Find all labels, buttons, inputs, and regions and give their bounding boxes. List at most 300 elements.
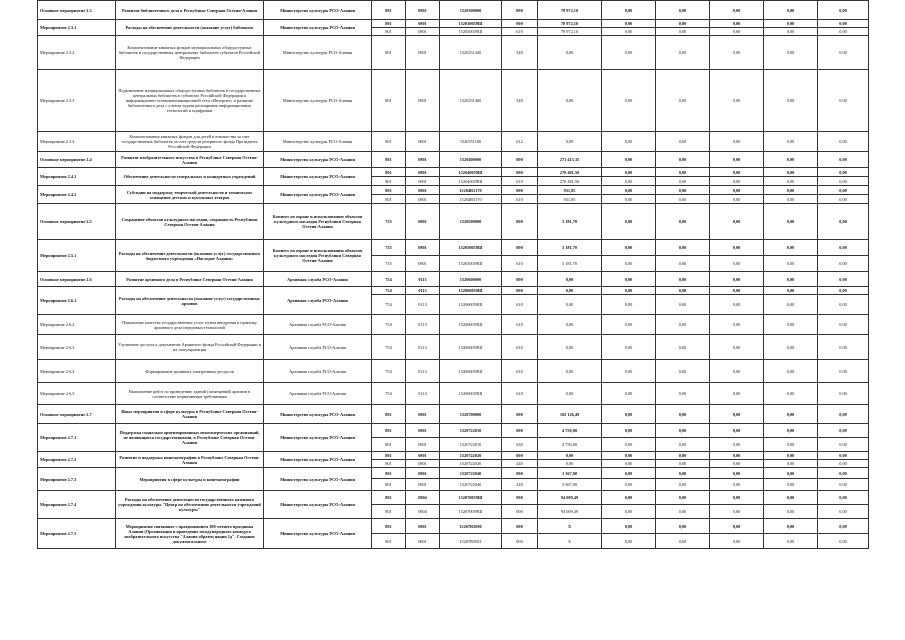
grbs-code-cell: 754: [372, 272, 406, 287]
table-row: [38, 491, 869, 505]
description-cell: Развитие библиотечного дела в Республике Северная Осетия-Алания: [116, 1, 264, 20]
year-1-cell: 0,00: [602, 186, 656, 195]
grbs-code-cell: 801: [372, 405, 406, 424]
grbs-code-cell: 754: [372, 295, 406, 315]
responsible-cell: Архивная служба РСО-Алания: [264, 287, 372, 315]
amount-cell: 0,00: [538, 315, 602, 335]
responsible-cell: Министерство культуры РСО-Алания: [264, 20, 372, 36]
amount-cell: 0,00: [538, 452, 602, 460]
responsible-cell: Архивная служба РСО-Алания: [264, 335, 372, 360]
year-3-cell: 0,00: [710, 28, 764, 36]
description-cell: Расходы на обеспечение деятельности (оказание услуг) государственных архивов: [116, 287, 264, 315]
item-name-cell: Основное мероприятие 2.4: [38, 152, 116, 168]
grbs-code-cell: 735: [372, 256, 406, 272]
year-1-cell: 0,00: [602, 360, 656, 383]
year-2-cell: 0,00: [656, 505, 710, 519]
year-2-cell: 0,00: [656, 28, 710, 36]
year-3-cell: 0,00: [710, 168, 764, 177]
responsible-cell: Министерство культуры РСО-Алания: [264, 36, 372, 70]
year-2-cell: 0,00: [656, 177, 710, 186]
year-2-cell: 0,00: [656, 405, 710, 424]
year-1-cell: 0,00: [602, 168, 656, 177]
year-3-cell: 0,00: [710, 204, 764, 240]
table-row: [38, 1, 869, 20]
table-row: [38, 519, 869, 534]
year-1-cell: 0,00: [602, 152, 656, 168]
grbs-code-cell: 801: [372, 424, 406, 438]
expense-type-cell: 000: [502, 287, 538, 295]
item-name-cell: Мероприятие 2.6.3: [38, 335, 116, 360]
item-name-cell: Мероприятие 2.3.4: [38, 132, 116, 152]
year-4-cell: 0,00: [764, 240, 818, 256]
year-1-cell: 0,00: [602, 534, 656, 549]
year-3-cell: 0,00: [710, 240, 764, 256]
grbs-code-cell: 801: [372, 519, 406, 534]
year-5-cell: 0,00: [818, 335, 869, 360]
description-cell: Подключение муниципальных общедоступных библиотек и государственных центральных библиотек в субъектах Российской Федерации к информационно-телекоммуникационной сети «Интернет» и развитие библиотечного дела с учетом задачи расширения информационных технологий и оцифровки: [116, 70, 264, 132]
year-5-cell: 0,00: [818, 452, 869, 460]
amount-cell: 0,00: [538, 287, 602, 295]
year-1-cell: 0,00: [602, 315, 656, 335]
description-cell: Формирование архивных электронных ресурсов: [116, 360, 264, 383]
year-5-cell: 0,00: [818, 195, 869, 204]
item-name-cell: Мероприятие 2.3.1: [38, 20, 116, 36]
amount-cell: 270 481,50: [538, 177, 602, 186]
year-2-cell: 0,00: [656, 479, 710, 491]
section-code-cell: 0801: [406, 36, 440, 70]
target-article-cell: 1520351180: [440, 132, 502, 152]
year-3-cell: 0,00: [710, 152, 764, 168]
table-row: [38, 186, 869, 195]
year-5-cell: 0,00: [818, 519, 869, 534]
year-4-cell: 0,00: [764, 195, 818, 204]
section-code-cell: 0801: [406, 28, 440, 36]
year-2-cell: 0,00: [656, 438, 710, 452]
responsible-cell: Министерство культуры РСО-Алания: [264, 152, 372, 168]
year-2-cell: 0,00: [656, 152, 710, 168]
item-name-cell: Мероприятие 2.7.4: [38, 491, 116, 519]
year-1-cell: 0,00: [602, 28, 656, 36]
amount-cell: 3 367,00: [538, 468, 602, 479]
section-code-cell: 0801: [406, 204, 440, 240]
year-4-cell: 0,00: [764, 20, 818, 28]
year-5-cell: 0,00: [818, 295, 869, 315]
year-2-cell: 0,00: [656, 168, 710, 177]
year-3-cell: 0,00: [710, 256, 764, 272]
item-name-cell: Мероприятие 2.7.2: [38, 452, 116, 468]
expense-type-cell: 000: [502, 491, 538, 505]
grbs-code-cell: 801: [372, 1, 406, 20]
grbs-code-cell: 801: [372, 195, 406, 204]
amount-cell: 0,00: [538, 272, 602, 287]
year-3-cell: 0,00: [710, 20, 764, 28]
table-row: [38, 315, 869, 335]
year-1-cell: 0,00: [602, 195, 656, 204]
year-4-cell: 0,00: [764, 335, 818, 360]
year-2-cell: 0,00: [656, 70, 710, 132]
year-2-cell: 0,00: [656, 256, 710, 272]
year-1-cell: 0,00: [602, 132, 656, 152]
grbs-code-cell: 754: [372, 383, 406, 405]
year-5-cell: 0,00: [818, 256, 869, 272]
expense-type-cell: 610: [502, 177, 538, 186]
table-row: [38, 424, 869, 438]
year-5-cell: 0,00: [818, 204, 869, 240]
year-5-cell: 0,00: [818, 360, 869, 383]
year-3-cell: 0,00: [710, 460, 764, 468]
year-3-cell: 0,00: [710, 360, 764, 383]
year-1-cell: 0,00: [602, 240, 656, 256]
year-1-cell: 0,00: [602, 438, 656, 452]
table-row: [38, 383, 869, 405]
year-1-cell: 0,00: [602, 204, 656, 240]
item-name-cell: Основное мероприятие 2.6: [38, 272, 116, 287]
expense-type-cell: 610: [502, 256, 538, 272]
grbs-code-cell: 801: [372, 186, 406, 195]
description-cell: Субсидии на поддержку творческой деятельности и техническое оснащение детских и кукольных театров: [116, 186, 264, 204]
year-3-cell: 0,00: [710, 505, 764, 519]
section-code-cell: 0113: [406, 383, 440, 405]
target-article-cell: 152050059Ш: [440, 240, 502, 256]
amount-cell: 102 126,49: [538, 405, 602, 424]
section-code-cell: 0801: [406, 479, 440, 491]
item-name-cell: Основное мероприятие 2.7: [38, 405, 116, 424]
expense-type-cell: 000: [502, 168, 538, 177]
target-article-cell: 1520400000: [440, 152, 502, 168]
year-4-cell: 0,00: [764, 505, 818, 519]
year-5-cell: 0,00: [818, 491, 869, 505]
target-article-cell: 1520722020: [440, 452, 502, 460]
year-1-cell: 0,00: [602, 519, 656, 534]
target-article-cell: 1520722040: [440, 479, 502, 491]
year-5-cell: 0,00: [818, 534, 869, 549]
year-4-cell: 0,00: [764, 152, 818, 168]
year-5-cell: 0,00: [818, 168, 869, 177]
year-1-cell: 0,00: [602, 36, 656, 70]
year-2-cell: 0,00: [656, 295, 710, 315]
grbs-code-cell: 754: [372, 287, 406, 295]
target-article-cell: 1520700000: [440, 405, 502, 424]
table-row: [38, 272, 869, 287]
section-code-cell: 0801: [406, 519, 440, 534]
item-name-cell: Мероприятие 2.4.1: [38, 168, 116, 186]
grbs-code-cell: 801: [372, 460, 406, 468]
amount-cell: 3 367,00: [538, 479, 602, 491]
year-2-cell: 0,00: [656, 195, 710, 204]
year-2-cell: 0,00: [656, 132, 710, 152]
responsible-cell: Архивная служба РСО-Алания: [264, 360, 372, 383]
grbs-code-cell: 754: [372, 315, 406, 335]
grbs-code-cell: 801: [372, 36, 406, 70]
grbs-code-cell: 801: [372, 505, 406, 519]
expense-type-cell: 240: [502, 479, 538, 491]
table-row: [38, 168, 869, 177]
year-4-cell: 0,00: [764, 1, 818, 20]
amount-cell: 78 972,10: [538, 1, 602, 20]
responsible-cell: Министерство культуры РСО-Алания: [264, 168, 372, 186]
amount-cell: 3 181,70: [538, 240, 602, 256]
section-code-cell: 0801: [406, 186, 440, 195]
table-row: [38, 20, 869, 28]
grbs-code-cell: 801: [372, 468, 406, 479]
year-4-cell: 0,00: [764, 424, 818, 438]
section-code-cell: 0113: [406, 295, 440, 315]
section-code-cell: 0801: [406, 168, 440, 177]
year-5-cell: 0,00: [818, 315, 869, 335]
target-article-cell: 15207R5090: [440, 519, 502, 534]
year-4-cell: 0,00: [764, 132, 818, 152]
expense-type-cell: 000: [502, 505, 538, 519]
description-cell: Сохранение объектов культурного наследия, сохранность Республики Северная Осетия-Алания: [116, 204, 264, 240]
responsible-cell: Архивная служба РСО-Алания: [264, 383, 372, 405]
amount-cell: 0,00: [538, 360, 602, 383]
year-3-cell: 0,00: [710, 1, 764, 20]
section-code-cell: 0801: [406, 460, 440, 468]
year-3-cell: 0,00: [710, 479, 764, 491]
year-5-cell: 0,00: [818, 36, 869, 70]
year-4-cell: 0,00: [764, 295, 818, 315]
target-article-cell: 15204R5170: [440, 186, 502, 195]
year-5-cell: 0,00: [818, 240, 869, 256]
year-4-cell: 0,00: [764, 186, 818, 195]
amount-cell: 270 481,50: [538, 168, 602, 177]
target-article-cell: 1520300000: [440, 1, 502, 20]
responsible-cell: Архивная служба РСО-Алания: [264, 272, 372, 287]
amount-cell: 3 181,70: [538, 256, 602, 272]
grbs-code-cell: 801: [372, 70, 406, 132]
amount-cell: 931,85: [538, 186, 602, 195]
responsible-cell: Министерство культуры РСО-Алания: [264, 468, 372, 491]
expense-type-cell: 000: [502, 452, 538, 460]
description-cell: Развитие изобразительного искусства в Республике Северная Осетия-Алания: [116, 152, 264, 168]
year-5-cell: 0,00: [818, 28, 869, 36]
amount-cell: 0,00: [538, 70, 602, 132]
year-4-cell: 0,00: [764, 28, 818, 36]
year-5-cell: 0,00: [818, 177, 869, 186]
year-1-cell: 0,00: [602, 383, 656, 405]
table-row: [38, 70, 869, 132]
section-code-cell: 0801: [406, 240, 440, 256]
year-2-cell: 0,00: [656, 1, 710, 20]
section-code-cell: 0801: [406, 70, 440, 132]
section-code-cell: 0113: [406, 315, 440, 335]
year-2-cell: 0,00: [656, 460, 710, 468]
grbs-code-cell: 754: [372, 335, 406, 360]
target-article-cell: 1520722010: [440, 424, 502, 438]
year-2-cell: 0,00: [656, 452, 710, 460]
section-code-cell: 0801: [406, 132, 440, 152]
item-name-cell: Мероприятие 2.7.1: [38, 424, 116, 452]
year-2-cell: 0,00: [656, 335, 710, 360]
expense-type-cell: 610: [502, 383, 538, 405]
year-2-cell: 0,00: [656, 315, 710, 335]
year-4-cell: 0,00: [764, 256, 818, 272]
year-1-cell: 0,00: [602, 491, 656, 505]
target-article-cell: 15204R5170: [440, 195, 502, 204]
responsible-cell: Министерство культуры РСО-Алания: [264, 424, 372, 452]
item-name-cell: Мероприятие 2.6.5: [38, 383, 116, 405]
year-2-cell: 0,00: [656, 240, 710, 256]
year-1-cell: 0,00: [602, 272, 656, 287]
responsible-cell: Министерство культуры РСО-Алания: [264, 1, 372, 20]
year-5-cell: 0,00: [818, 438, 869, 452]
expense-type-cell: 000: [502, 1, 538, 20]
description-cell: Расходы на обеспечение деятельности (оказание услуг) библиотек: [116, 20, 264, 36]
year-4-cell: 0,00: [764, 315, 818, 335]
target-article-cell: 152070059Ш: [440, 505, 502, 519]
amount-cell: 78 972,10: [538, 28, 602, 36]
amount-cell: 0,00: [538, 383, 602, 405]
responsible-cell: Министерство культуры РСО-Алания: [264, 452, 372, 468]
year-3-cell: 0,00: [710, 383, 764, 405]
expense-type-cell: 000: [502, 424, 538, 438]
grbs-code-cell: 801: [372, 20, 406, 28]
year-2-cell: 0,00: [656, 204, 710, 240]
responsible-cell: Комитет по охране и использованию объектов культурного наследия Республики Северная Осетия-Алания: [264, 240, 372, 272]
expense-type-cell: 630: [502, 438, 538, 452]
table-row: [38, 36, 869, 70]
amount-cell: X: [538, 519, 602, 534]
year-4-cell: 0,00: [764, 534, 818, 549]
target-article-cell: 152050059Ш: [440, 256, 502, 272]
section-code-cell: 0801: [406, 1, 440, 20]
expense-type-cell: 610: [502, 28, 538, 36]
grbs-code-cell: 801: [372, 438, 406, 452]
year-3-cell: 0,00: [710, 468, 764, 479]
year-4-cell: 0,00: [764, 452, 818, 460]
item-name-cell: Мероприятие 2.6.1: [38, 287, 116, 315]
item-name-cell: Основное мероприятие 2.5: [38, 204, 116, 240]
year-2-cell: 0,00: [656, 534, 710, 549]
year-3-cell: 0,00: [710, 438, 764, 452]
expense-type-cell: 540: [502, 70, 538, 132]
year-3-cell: 0,00: [710, 519, 764, 534]
year-3-cell: 0,00: [710, 335, 764, 360]
section-code-cell: 0804: [406, 505, 440, 519]
table-row: [38, 405, 869, 424]
year-3-cell: 0,00: [710, 186, 764, 195]
description-cell: Обеспечение деятельности театральных и концертных учреждений: [116, 168, 264, 186]
expense-type-cell: 612: [502, 132, 538, 152]
expense-type-cell: 000: [502, 204, 538, 240]
year-5-cell: 0,00: [818, 1, 869, 20]
year-3-cell: 0,00: [710, 36, 764, 70]
target-article-cell: 152060059Ш: [440, 335, 502, 360]
year-1-cell: 0,00: [602, 424, 656, 438]
target-article-cell: 1520251440: [440, 36, 502, 70]
responsible-cell: Комитет по охране и использованию объектов культурного наследия Республики Северная Осетия-Алания: [264, 204, 372, 240]
expense-type-cell: 000: [502, 405, 538, 424]
year-1-cell: 0,00: [602, 505, 656, 519]
year-4-cell: 0,00: [764, 468, 818, 479]
section-code-cell: 0801: [406, 468, 440, 479]
budget-table-page: [37, 0, 869, 549]
year-2-cell: 0,00: [656, 186, 710, 195]
expense-type-cell: 610: [502, 335, 538, 360]
target-article-cell: 152060059Ш: [440, 315, 502, 335]
year-2-cell: 0,00: [656, 36, 710, 70]
expense-type-cell: 540: [502, 36, 538, 70]
description-cell: Расходы на обеспечение деятельности государственного казенного учреждения культуры "Центр по обеспечению деятельности учреждений культуры": [116, 491, 264, 519]
year-1-cell: 0,00: [602, 452, 656, 460]
year-1-cell: 0,00: [602, 468, 656, 479]
expense-type-cell: 610: [502, 295, 538, 315]
target-article-cell: 152060059Ш: [440, 383, 502, 405]
year-4-cell: 0,00: [764, 383, 818, 405]
year-3-cell: 0,00: [710, 491, 764, 505]
year-4-cell: 0,00: [764, 405, 818, 424]
section-code-cell: 0801: [406, 424, 440, 438]
year-5-cell: 0,00: [818, 132, 869, 152]
grbs-code-cell: 801: [372, 152, 406, 168]
year-4-cell: 0,00: [764, 204, 818, 240]
year-4-cell: 0,00: [764, 36, 818, 70]
item-name-cell: Мероприятие 2.3.2: [38, 36, 116, 70]
year-4-cell: 0,00: [764, 287, 818, 295]
target-article-cell: 152030059Ш: [440, 28, 502, 36]
year-1-cell: 0,00: [602, 177, 656, 186]
description-cell: Расходы на обеспечение деятельности (оказание услуг) государственного бюджетного учреждения «Наследие Алании»: [116, 240, 264, 272]
grbs-code-cell: 801: [372, 132, 406, 152]
item-name-cell: Мероприятие 2.4.2: [38, 186, 116, 204]
responsible-cell: Министерство культуры РСО-Алания: [264, 70, 372, 132]
year-5-cell: 0,00: [818, 287, 869, 295]
amount-cell: X: [538, 534, 602, 549]
target-article-cell: 152070059Ш: [440, 491, 502, 505]
target-article-cell: 1520722010: [440, 438, 502, 452]
year-3-cell: 0,00: [710, 295, 764, 315]
amount-cell: 0,00: [538, 295, 602, 315]
grbs-code-cell: 801: [372, 177, 406, 186]
year-5-cell: 0,00: [818, 272, 869, 287]
description-cell: Развитие архивного дела в Республике Северная Осетия-Алания: [116, 272, 264, 287]
year-1-cell: 0,00: [602, 460, 656, 468]
target-article-cell: 15207R5091: [440, 534, 502, 549]
section-code-cell: 0801: [406, 177, 440, 186]
amount-cell: 94 009,49: [538, 505, 602, 519]
year-2-cell: 0,00: [656, 360, 710, 383]
amount-cell: 94 009,49: [538, 491, 602, 505]
description-cell: Мероприятия связанные с празднованием 100-летнего праздника Алании (Организация и проведение международного конкурса изобразительного искусства "Алания образец нации 1д". Создание документального: [116, 519, 264, 549]
year-4-cell: 0,00: [764, 177, 818, 186]
year-4-cell: 0,00: [764, 438, 818, 452]
target-article-cell: 152040059Ш: [440, 168, 502, 177]
target-article-cell: 1520500000: [440, 204, 502, 240]
expense-type-cell: 240: [502, 460, 538, 468]
grbs-code-cell: 754: [372, 360, 406, 383]
year-3-cell: 0,00: [710, 195, 764, 204]
year-5-cell: 0,00: [818, 152, 869, 168]
year-1-cell: 0,00: [602, 287, 656, 295]
section-code-cell: 0804: [406, 491, 440, 505]
grbs-code-cell: 801: [372, 28, 406, 36]
description-cell: Комплектование книжных фондов для детей и юношества за счет государственных библиотек за счет средств резервного фонда Президента Российской Федерации: [116, 132, 264, 152]
budget-table: [37, 0, 869, 549]
responsible-cell: Архивная служба РСО-Алания: [264, 315, 372, 335]
year-4-cell: 0,00: [764, 70, 818, 132]
section-code-cell: 0801: [406, 452, 440, 460]
expense-type-cell: 000: [502, 272, 538, 287]
expense-type-cell: 000: [502, 534, 538, 549]
section-code-cell: 0801: [406, 405, 440, 424]
description-cell: Развитие и поддержка кинематографии в Республике Северная Осетия-Алания: [116, 452, 264, 468]
expense-type-cell: 610: [502, 360, 538, 383]
description-cell: Иные мероприятия в сфере культуры в Республике Северная Осетия-Алания: [116, 405, 264, 424]
target-article-cell: 1520251460: [440, 70, 502, 132]
section-code-cell: 0801: [406, 438, 440, 452]
section-code-cell: 0113: [406, 287, 440, 295]
section-code-cell: 0801: [406, 20, 440, 28]
